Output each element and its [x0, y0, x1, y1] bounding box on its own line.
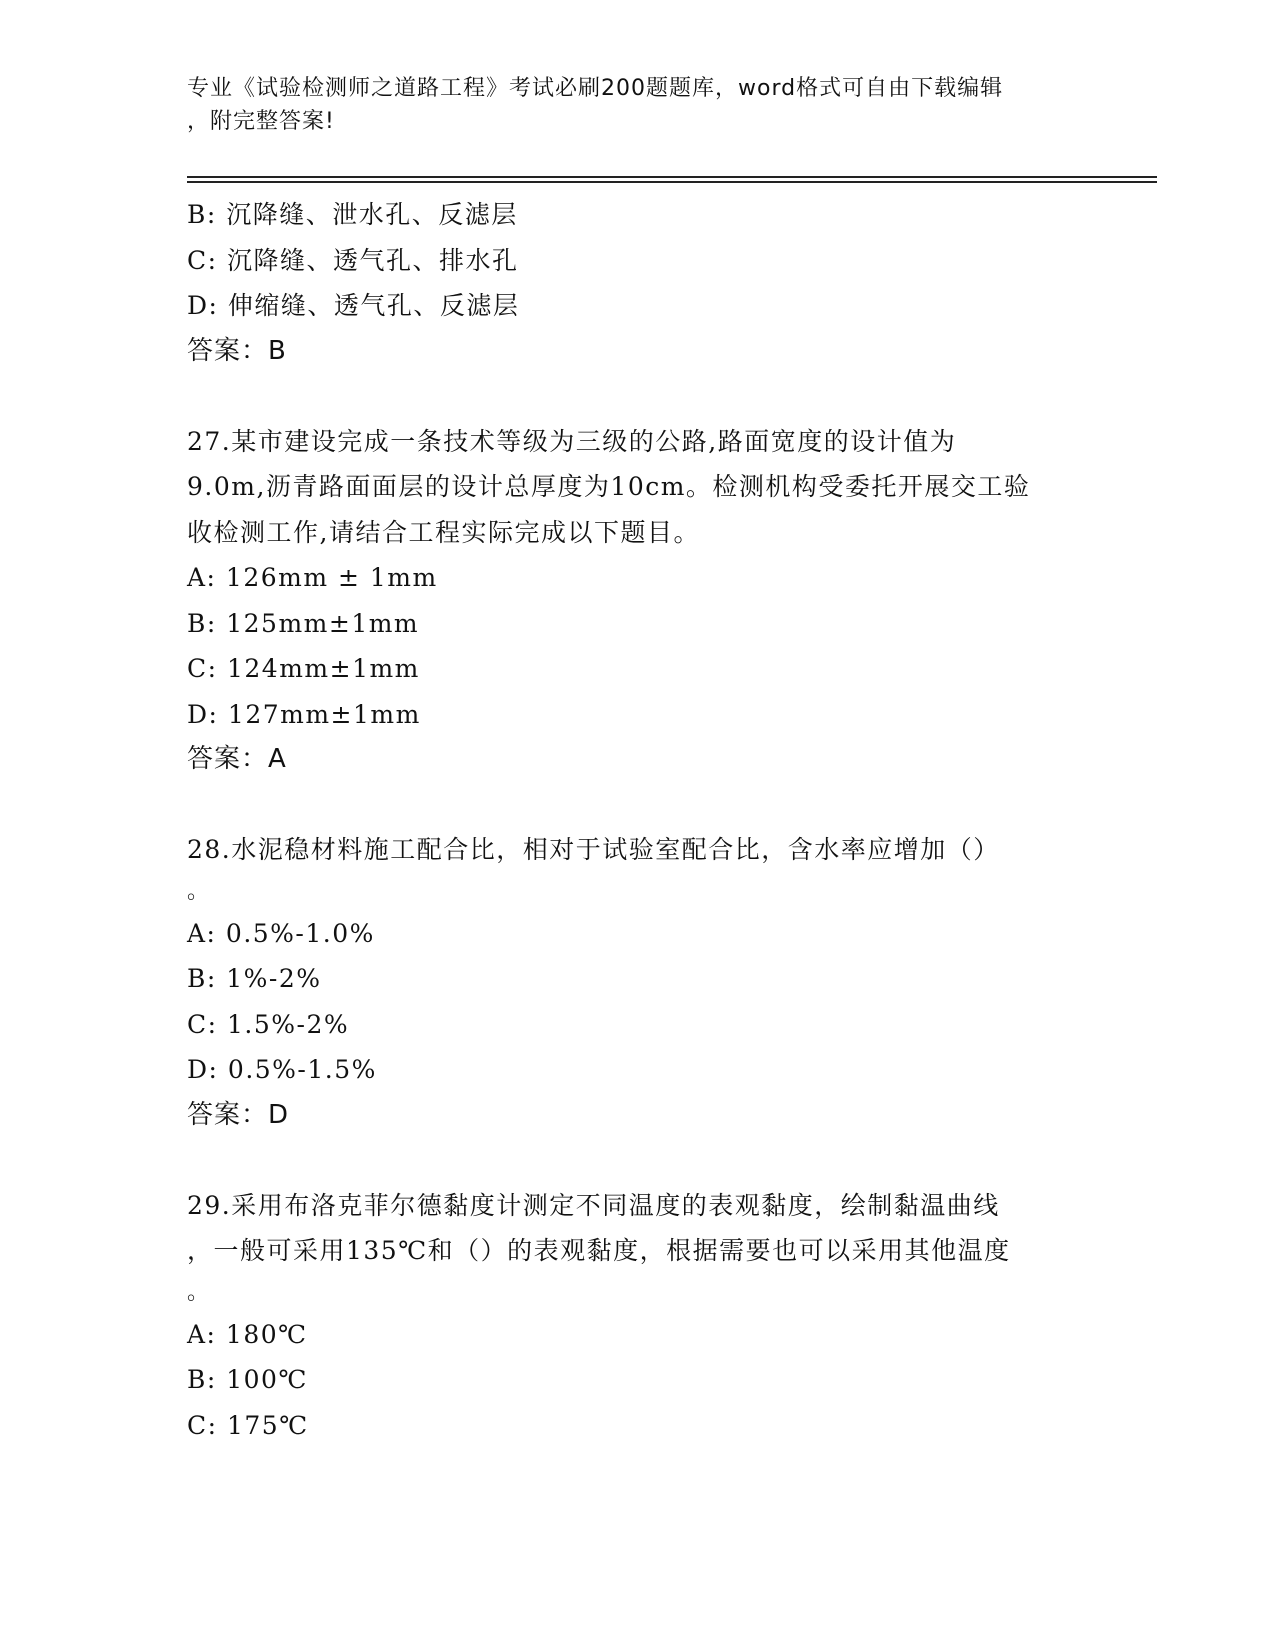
q27-option-c: C: 124mm±1mm [187, 654, 420, 683]
question-26 [187, 192, 1087, 374]
q26-option-c: C: 沉降缝、透气孔、排水孔 [187, 245, 519, 275]
q29-stem-line-2: ，一般可采用135℃和（）的表观黏度，根据需要也可以采用其他温度 [187, 1236, 1011, 1265]
q27-option-a: A: 126mm ± 1mm [187, 563, 438, 592]
q29-option-b: B: 100℃ [187, 1365, 308, 1394]
q26-answer: 答案：B [187, 335, 287, 366]
header-divider-top [187, 176, 1157, 178]
q27-stem-line-2: 9.0m,沥青路面面层的设计总厚度为10cm。检测机构受委托开展交工验 [187, 472, 1031, 501]
q27-option-d: D: 127mm±1mm [187, 699, 421, 729]
q28-option-a: A: 0.5%-1.0% [187, 918, 375, 948]
question-list [187, 192, 1087, 1448]
q29-stem-line-1: 29.采用布洛克菲尔德黏度计测定不同温度的表观黏度，绘制黏温曲线 [187, 1190, 1000, 1220]
header-divider-bottom [187, 181, 1157, 183]
q27-answer: 答案：A [187, 744, 287, 774]
q27-stem-line-3: 收检测工作,请结合工程实际完成以下题目。 [187, 517, 700, 547]
q28-option-b: B: 1%-2% [187, 964, 322, 993]
q27-option-b: B: 125mm±1mm [187, 608, 420, 638]
q27-stem-line-1: 27.某市建设完成一条技术等级为三级的公路,路面宽度的设计值为 [187, 426, 957, 456]
question-spacer [187, 782, 1087, 827]
q29-option-c: C: 175℃ [187, 1410, 309, 1440]
q28-option-d: D: 0.5%-1.5% [187, 1055, 377, 1084]
q29-stem-line-3: 。 [187, 1279, 211, 1305]
question-spacer [187, 1138, 1087, 1183]
header-title-line-2: ，附完整答案! [187, 109, 335, 134]
question-27 [187, 419, 1087, 783]
document-header [187, 72, 1067, 138]
question-28 [187, 827, 1087, 1138]
q28-stem-line-2: 。 [187, 878, 211, 904]
q29-option-a: A: 180℃ [187, 1319, 308, 1349]
question-spacer [187, 374, 1087, 419]
header-title-line-1: 专业《试验检测师之道路工程》考试必刷200题题库，word格式可自由下载编辑 [187, 76, 1004, 101]
q28-stem-line-1: 28.水泥稳材料施工配合比，相对于试验室配合比，含水率应增加（） [187, 835, 1000, 864]
question-29 [187, 1183, 1087, 1449]
q28-answer: 答案：D [187, 1099, 290, 1130]
q26-option-b: B: 沉降缝、泄水孔、反滤层 [187, 200, 518, 229]
q28-option-c: C: 1.5%-2% [187, 1009, 350, 1039]
q26-option-d: D: 伸缩缝、透气孔、反滤层 [187, 291, 520, 320]
